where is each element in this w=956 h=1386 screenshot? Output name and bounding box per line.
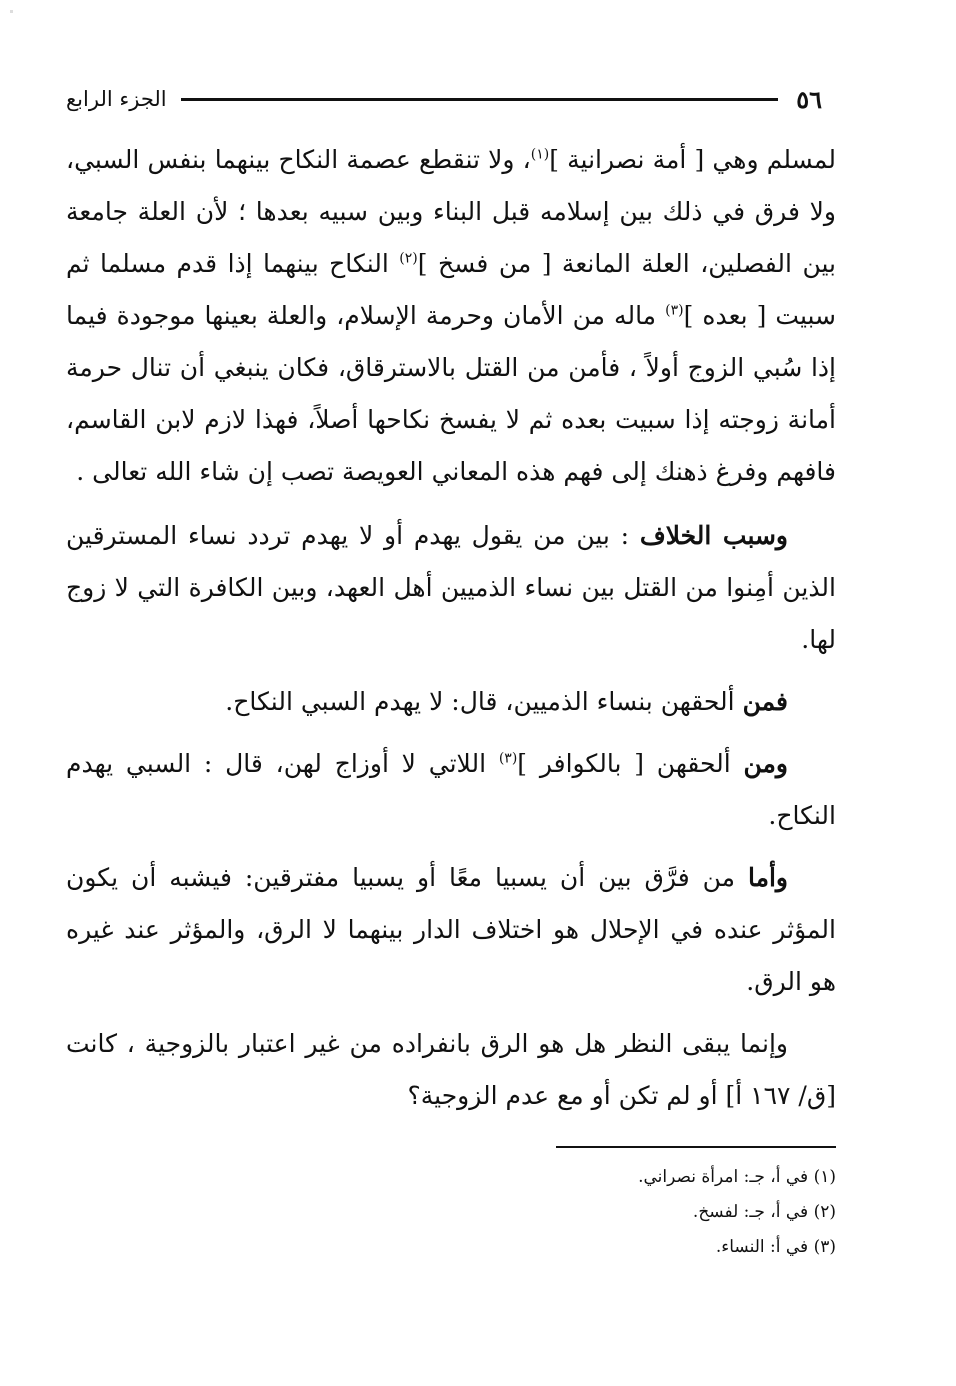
- main-text: [66, 134, 836, 1132]
- scan-mark: [10, 10, 13, 13]
- paragraph-text: لمسلم وهي [ أمة نصرانية ]: [549, 145, 836, 174]
- footnote-ref: (٢): [399, 250, 418, 267]
- paragraph-text: من فرَّق بين أن يسبيا معًا أو يسبيا مفترقين: فيشبه أن يكون المؤثر عنده في الإحلال هو اختلاف الدار بينهما لا الرق، والمؤثر عند غيره هو الرق.: [66, 863, 836, 996]
- running-header: [66, 82, 822, 116]
- paragraph-text: ، ولا تنقطع عصمة النكاح بينهما بنفس السبي، ولا فرق في ذلك بين إسلامه قبل البناء وبين سبيه بعدها ؛ لأن العلة جامعة بين الفصلين، العلة المانعة [ من فسخ ]: [66, 145, 836, 278]
- paragraph-3: [66, 676, 836, 728]
- paragraph-text: وإنما يبقى النظر هل هو الرق بانفراده من غير اعتبار بالزوجية ، كانت [ق/ ١٦٧ أ] أو لم تكن أو مع عدم الزوجية؟: [66, 1029, 836, 1110]
- lead-word: فمن: [742, 687, 788, 716]
- footnote-separator: [556, 1146, 836, 1148]
- lead-word: ومن: [743, 749, 788, 778]
- lead-word: وسبب الخلاف: [639, 521, 789, 550]
- paragraph-2: [66, 510, 836, 666]
- paragraph-5: [66, 852, 836, 1008]
- paragraph-text: اللاتي لا أوزاج لهن، قال : السبي يهدم النكاح.: [66, 749, 836, 830]
- paragraph-4: [66, 738, 836, 842]
- footnotes: [300, 1160, 836, 1265]
- footnote-ref: (١): [530, 146, 550, 163]
- paragraph-6: [66, 1018, 836, 1122]
- page-number: ٥٦: [796, 84, 822, 114]
- paragraph-text: : بين من يقول يهدم أو لا يهدم تردد نساء المسترقين الذين أمِنوا من القتل بين نساء الذميين أهل العهد، وبين الكافرة التي لا زوج لها.: [66, 521, 836, 654]
- footnote-3: (٣) في أ: النساء.: [715, 1237, 836, 1257]
- paragraph-text: ماله من الأمان وحرمة الإسلام، والعلة بعينها موجودة فيما إذا سُبي الزوج أولاً ، فأمن من القتل بالاسترقاق، فكان ينبغي أن تنال حرمة أمانة زوجته إذا سبيت بعده ثم لا يفسخ نكاحها أصلاً، فهذا لازم لابن القاسم، فافهم وفرغ ذهنك إلى فهم هذه المعاني العويصة تصب إن شاء الله تعالى .: [66, 301, 836, 486]
- footnote-1: (١) في أ، جـ: امرأة نصراني.: [638, 1167, 836, 1187]
- header-rule: [181, 98, 779, 101]
- paragraph-text: ألحقهن [ بالكوافر ]: [517, 749, 744, 778]
- footnote-2: (٢) في أ، جـ: لفسخ.: [692, 1202, 836, 1222]
- paragraph-1: [66, 134, 836, 498]
- paragraph-text: ألحقهن بنساء الذميين، قال: لا يهدم السبي النكاح.: [225, 687, 743, 716]
- footnote-ref: (٣): [498, 750, 518, 767]
- paragraph-text: النكاح بينهما إذا قدم مسلما ثم سبيت [ بعده ]: [66, 249, 836, 330]
- part-title: الجزء الرابع: [66, 87, 167, 111]
- footnote-ref: (٣): [665, 302, 684, 319]
- lead-word: وأما: [747, 863, 788, 892]
